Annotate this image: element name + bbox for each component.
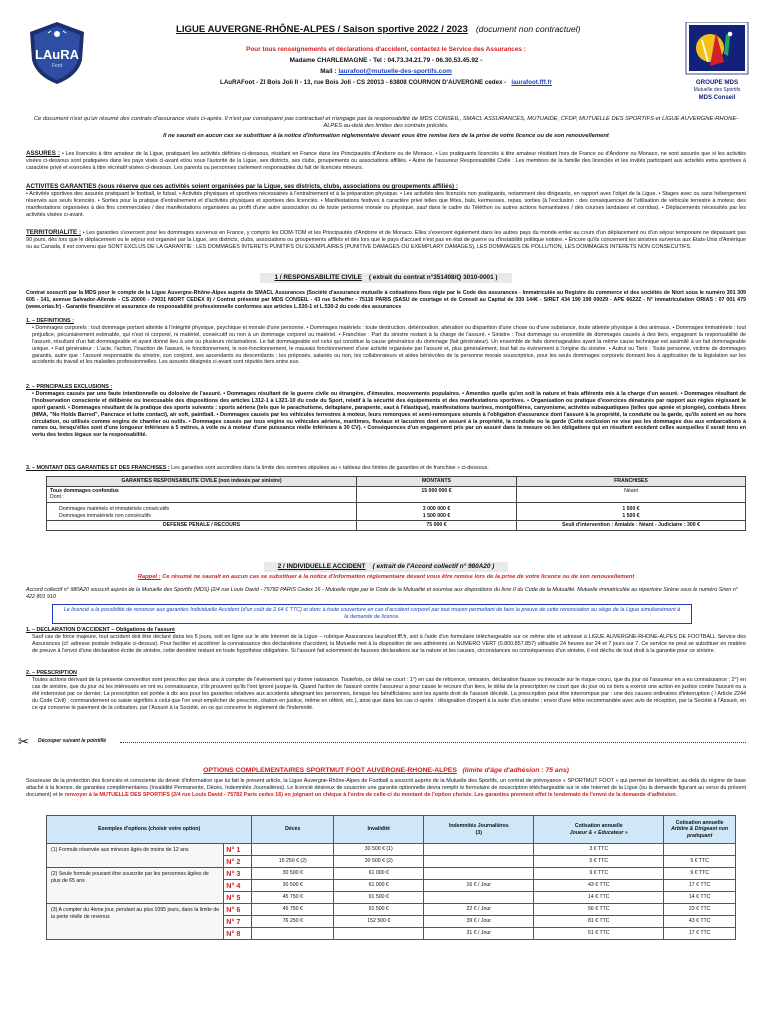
cell-deces: 15 250 € (2) (252, 856, 334, 868)
rappel-text: Ce résumé ne saurait en aucun cas se substituer à la notice d'information réglementaire devant vous être remise lors de la prise de votre licence ou de son renouvellement (162, 574, 635, 580)
website-link[interactable]: laurafoot.fff.fr (511, 78, 552, 86)
cell-joueur: 56 € TTC (534, 904, 664, 916)
territorialite-label: TERRITORIALITE : (26, 229, 82, 236)
logo-right-line2: Mutuelle des Sportifs (693, 87, 741, 93)
row3-montant: 1 500 000 € (422, 512, 451, 519)
contact-mail-link[interactable]: laurafoot@mutuelle-des-sportifs.com (338, 68, 452, 76)
col-examples: Exemples d'options (choisir votre option) (47, 816, 252, 844)
row1-label: Tous dommages confondus (50, 487, 119, 494)
row1-sub: Dont : (50, 494, 64, 501)
intro-p1: Ce document n'est qu'un résumé des contrats d'assurance visés ci-après. Il n'est par conséquent pas contractuel et n'engage pas la responsabilité de MDS CONSEIL, SMACL ASSURANCES, MUTUAIDE, CFDP, MUTUELLE DES SPORTIFS et LIGUE AUVERGNE-RHONE-ALPES au-delà des limites des contrats précités. (33, 116, 739, 130)
ia-prescription (26, 670, 746, 711)
intro-block (26, 116, 746, 140)
montant-text: Les garanties sont accordées dans la limite des sommes stipulées au « tableau des limites de garanties et de franchise » ci-dessous. (171, 465, 489, 471)
cell-deces: 45 750 € (252, 904, 334, 916)
cell-arbitre: 23 € TTC (664, 904, 736, 916)
cell-joueur: 14 € TTC (534, 892, 664, 904)
note-2: (2) Seule formule pouvant être souscrite par les personnes âgées de plus de 65 ans (47, 868, 224, 904)
table-header-franchises: FRANCHISES (517, 477, 746, 487)
col-invalidite: Invalidité (334, 816, 424, 844)
cell-arbitre: 17 € TTC (664, 928, 736, 940)
rappel-label: Rappel : (137, 574, 161, 580)
row4-label: DEFENSE PENALE / RECOURS (47, 521, 357, 531)
cell-ij (424, 856, 534, 868)
col-arbitre: Cotisation annuelle (675, 819, 724, 826)
renonciation-box: Le licencié a la possibilité de renoncer aux garanties Individuelle Accident (d'un coût de 2.64 € TTC) et donc à toute couverture en cas d'accident corporel par tout moyen permettant de faire la preuve de cette renonciation au siège de la Ligue simultanément à la demande de licence. (52, 604, 692, 624)
definitions-label: 1. – DEFINITIONS : (26, 318, 74, 324)
col-arbitre-sub: Arbitre & Dirigeant non pratiquant (671, 826, 729, 839)
option-number: N° 8 (224, 928, 252, 940)
col-ij-sub: (3) (475, 829, 482, 836)
ia-heading (26, 562, 746, 572)
laura-foot-logo (26, 20, 88, 86)
cell-ij: 16 € / Jour (424, 880, 534, 892)
col-joueur-sub: Joueur & « Educateur » (569, 829, 628, 836)
scissors-icon: ✂ (18, 734, 29, 749)
cell-deces: 30 500 € (252, 868, 334, 880)
cell-invalidite: 91 500 € (334, 904, 424, 916)
activites-section (26, 183, 746, 219)
ia-declaration (26, 627, 746, 655)
assures-text: • Les licenciés à titre amateur de la Ligue, pratiquant les activités définies ci-dessous, résidant en France dans les Principautés d'Andorre ou de Monaco. • Les pratiquants licenciés à titre amateur résidant hors de France ou d'Andorre ou Monaco, ne sont assurés que si les activités visées ci-dessous sont pratiquées dans les pays visés ci-avant et/ou sous l'autorité de la Ligue, ses districts, ses clubs, groupements ou associations affiliés. • Autre de l'assureur Responsabilité Civile : Les membres de la famille des licenciés et les invités participant aux activités extra sportives à caractère privé et exercées à titre récréatif visées ci-dessous. Les parents ou personnes civilement responsables du fait de licenciés mineurs. (26, 151, 747, 171)
contact-name: Madame CHARLEMAGNE - Tel : 04.73.34.21.79 - 06.30.53.45.92 - (289, 57, 483, 65)
cell-deces (252, 928, 334, 940)
option-number: N° 5 (224, 892, 252, 904)
table-row (47, 502, 746, 520)
logo-left-text: LAuRA (34, 47, 80, 62)
contact-intro: Pour tous renseignements et déclarations d'accident, contactez le Service des Assurances : (246, 46, 526, 53)
mail-label: Mail : (320, 68, 337, 76)
page-title (176, 24, 580, 36)
cut-label: Découper suivant le pointillé (38, 738, 107, 744)
cell-arbitre: 43 € TTC (664, 916, 736, 928)
options-heading (26, 767, 746, 776)
exclusions-text: • Dommages causés par une faute intentionnelle ou dolosive de l'assuré. • Dommages résultant de la guerre civile ou étrangère, d'émeutes, mouvements populaires. • Amendes quelle qu'en soit la nature et frais afférents mis à la charge d'un assuré. • Dommages résultant de l'inobservation consciente et délibérée ou inexcusable des dispositions des articles L312-1 à L321-10 du code du Sport, relatif à la sécurité des équipements et des manifestations sportives. • Organisation ou pratique d'exercices dénaturés par rapport aux règles régissant le sport garanti. • Dommages résultant de la pratique des sports suivants : sports aériens (tels que le parachutisme, deltaplane, parapente, saut à l'élastique), manifestations taurines, montgolfières, canyonisme, activités subaquatiques (telles que apnée et plongée), combats libres (MMA, "No Holds Barred", Pancrace et lutte contact), air soft, paintball. • Dommages causés par les véhicules terrestres à moteur, leurs remorques et semi-remorques soumis à l'obligation d'assurance dont l'assuré à la propriété, la conduite ou la garde, qu'ils soient en ou hors circulation, ou utilisés comme engins de chantier ou outils. • Dommages causés par tous engins ou véhicules aériens, maritimes, fluviaux et lacustres dont un assuré à la propriété, la conduite ou la garde (Cette exclusion ne vise pas les dommages dus aux embarcations à rames ou, lorsqu'elles sont d'une longueur inférieure à 5 mètres, à voile ou à moteur d'une puissance réelle inférieure à 30 CV). • Conséquences d'un engagement pris par un assuré dans la mesure où les obligations qui en résultent excèdent celles auxquelles il serait tenu en vertu des textes légaux sur la responsabilité. (32, 390, 746, 439)
declaration-label: 1. – DECLARATION D'ACCIDENT – Obligations de l'assuré (26, 627, 175, 633)
row4-franchise: Seuil d'intervention : Amiable : Néant - Judiciaire : 300 € (517, 521, 746, 531)
table-header-garanties: GARANTIES RESPONSABILITE CIVILE (non indexés par sinistre) (47, 477, 357, 487)
montant-label: 3. – MONTANT DES GARANTIES ET DES FRANCHISES : (26, 465, 170, 471)
rc-intro: Contrat souscrit par la MDS pour le compte de la Ligue Auvergne-Rhône-Alpes auprès de SMACL Assurances (Société d'assurance mutuelle à cotisations fixes régie par le Code des assurances - Immatriculée au Registre du commerce et des sociétés de Niort sous le numéro 301 309 605 - 141, avenue Salvador-Allende - CS 20000 - 79031 NIORT CEDEX 9) / Contrat présenté par MDS CONSEIL - 43 rue Scheffer - 75116 PARIS (SASU de courtage et de Conseil au Capital de 330 144€ - SIRET 434 190 199 00029 - APE 6622Z - N° immatriculation ORIAS : 07 001 479 (www.orias.fr) - Garantie financière et assurance de responsabilité professionnelle conformes aux articles L.530-1 et L.530-2 du code des assurances (26, 290, 746, 310)
cell-ij: 22 € / Jour (424, 904, 534, 916)
cell-ij (424, 868, 534, 880)
definitions-text: • Dommages corporels : tout dommage portant atteinte à l'intégrité physique, psychique et morale d'une personne. • Dommages matériels : toute destruction, détérioration, altération ou disparition d'une chose ou d'une substance, toute atteinte physique à des animaux. • Dommages immatériels : tout préjudice, pécuniairement estimable, qui n'est ni corporel, ni matériel, consécutif ou non à un dommage corporel ou matériel. • Franchise : Part du sinistre restant à la charge de l'assuré. • Sinistre : Tout dommage ou ensemble de dommages causés à des tiers, engageant la responsabilité de l'assuré, résultant d'un fait dommageable et ayant donné lieu à une ou plusieurs réclamations. Le fait dommageable est celui qui constitue la cause génératrice du dommage (fait générateur). Un ensemble de faits dommageables ayant la même cause technique est assimilé à un fait dommageable unique. • Fait générateur : L'acte, l'action, l'inaction de l'assuré, le fonctionnement, le non-fonctionnement, le mauvais fonctionnement d'une activité organisée par l'assuré et, plus généralement, tout fait ou événement à l'origine du sinistre. • Autrui ou Tiers : Toute personne, victime de dommages garantis, autre que : l'assuré responsable du sinistre, son conjoint, ses ascendants ou descendants ; les préposés, salariés ou non, les collaborateurs et aides bénévoles de la personne morale souscriptrice, pour les seuls dommages corporels donnant lieu à application de la législation sur les accidents du travail et les maladies professionnelles. Les assurés désignés ci-avant sont réputés tiers entre eux. (32, 324, 746, 366)
ia-intro: Accord collectif n° 980A20 souscrit auprès de la Mutuelle des Sportifs (MDS) (2/4 rue Louis David - 75782 PARIS Cedex 16 - Mutuelle régie par le Code de la Mutualité et soumise aux dispositions du livre II du Code de la Mutualité. Mutuelle immatriculée au répertoire Sirène sous le numéro Siren n° 422 801 910 (26, 587, 738, 600)
cell-invalidite: 61 000 € (334, 868, 424, 880)
rc-heading-note: ( extrait du contrat n°351408/Q 3010-0001 ) (368, 274, 498, 281)
col-ij: Indemnités Journalières (448, 822, 509, 829)
cell-joueur: 81 € TTC (534, 916, 664, 928)
ia-heading-note: ( extrait de l'Accord collectif n° 980A20 ) (372, 563, 495, 570)
assures-section (26, 150, 746, 172)
options-table (46, 815, 736, 940)
logo-right-line3: MDS Conseil (698, 95, 736, 101)
table-row (47, 486, 746, 502)
declaration-text: Sauf cas de force majeure, tout accident doit être déclaré dans les 5 jours, soit en ligne sur le site Internet de la Ligue – rubrique Assurances laurafoot.fff.fr, soit à l'aide d'un formulaire téléchargeable sur ce même site et adressé à LIGUE AUVERGNE-RHONE-ALPES DE FOOTBALL Service des Assurances (cf. adresse postale indiquée ci-dessus). Pour faciliter et accélérer la connaissance des déclarations d'accident, la Mutuelle met à la disposition de ses adhérents un NUMERO VERT (0.800.857.857) utilisable 24 heures sur 24 et 7 jours sur 7. Ce service ne peut se substituer en matière de preuve à l'envoi d'une déclaration écrite de sinistre, cette dernière restant en toute hypothèse obligatoire. Si l'assuré fait sciemment de fausses déclarations sur la nature et les causes, circonstances ou conséquences d'un sinistre, il est déchu de tout droit à la garantie pour ce sinistre. (32, 633, 746, 654)
activites-text: • Activités sportives des assurés pratiquant le football, le futsal. • Activités physiques et sportives nécessaires à l'entraînement et à la préparation physique. • Les activités des licenciés non pratiquants, notamment des dirigeants, en rapport avec l'objet de la Ligue. • Stages avec ou sans hébergement réservés aux seuls licenciés. • Sorties pour la pratique d'entraînement et d'activités physiques et sportives des licenciés. • Manifestations festives à caractère privé telles que fêtes, bals, kermesses, repas, sorties (à l'exclusion : des conséquences de l'utilisation de véhicule terrestre à moteur, des manifestations organisées à des fins commerciales / des manifestations organisées au profit d'une autre association ou de toute personne morale ou physique, sauf dans le cadre du Téléthon ou autres actions humanitaires / des courses landaises et corridas). • Déplacements nécessités par les activités visées ci-avant. (26, 190, 746, 218)
cell-joueur: 3 € TTC (534, 844, 664, 856)
note-3: (3) A compter du 4ème jour, pendant au plus 1095 jours, dans la limite de la perte réelle de revenus (47, 904, 224, 940)
rc-definitions (26, 318, 746, 366)
row4-montant: 75 000 € (357, 521, 517, 531)
rc-montant (26, 465, 746, 472)
row2-franchise: 1 500 € (622, 505, 640, 512)
cell-arbitre: 9 € TTC (664, 868, 736, 880)
options-intro (26, 778, 746, 799)
assures-label: ASSURES : (26, 150, 61, 157)
title-note: (document non contractuel) (475, 24, 581, 34)
contact-block (176, 44, 596, 88)
option-number: N° 7 (224, 916, 252, 928)
cell-invalidite: 30 500 € (1) (334, 844, 424, 856)
cell-deces: 30 500 € (252, 880, 334, 892)
logo-right-line1: GROUPE MDS (695, 79, 739, 86)
row3-franchise: 1 500 € (622, 512, 640, 519)
cell-arbitre: 5 € TTC (664, 856, 736, 868)
cell-arbitre (664, 844, 736, 856)
options-intro-text: Soucieuse de la protection des licenciés et consciente du devoir d'information que lui fait le présent article, la Ligue Auvergne-Rhône-Alpes de Football a souscrit auprès de la Mutuelle des Sportifs, un contrat de prévoyance « SPORTMUT FOOT » qui permet de bénéficier, au-delà du régime de base attaché à la licence, de garanties complémentaires (Invalidité Permanente, Décès, Indemnités Journalières). Le licencié désireux de souscrire une garantie optionnelle devra remplir le formulaire de souscription téléchargeable sur le site Internet de la Ligue (ou la demande figurant au verso du présent document) et le (26, 778, 746, 798)
table-row (47, 904, 736, 916)
cell-arbitre: 17 € TTC (664, 880, 736, 892)
cell-ij (424, 844, 534, 856)
table-row (47, 521, 746, 531)
table-row (47, 844, 736, 856)
address: LAuRAFoot - ZI Bois Joli II - 13, rue Bois Joli - CS 20013 - 63808 COURNON D'AUVERGNE cedex - (220, 78, 507, 86)
options-title: OPTIONS COMPLEMENTAIRES SPORTMUT FOOT AUVERGNE-RHONE-ALPES (203, 767, 457, 774)
cell-ij: 39 € / Jour (424, 916, 534, 928)
option-number: N° 3 (224, 868, 252, 880)
cell-deces: 45 750 € (252, 892, 334, 904)
cell-joueur: 43 € TTC (534, 880, 664, 892)
cell-deces: 76 250 € (252, 916, 334, 928)
rc-guarantee-table (46, 476, 746, 531)
row1-franchise: Néant (517, 486, 746, 502)
activites-label: ACTIVITES GARANTIES (sous réserve que ces activités soient organisées par la Ligue, ses districts, clubs, associations ou groupements affiliés) : (26, 183, 458, 190)
cell-invalidite: 152 500 € (334, 916, 424, 928)
cell-ij (424, 892, 534, 904)
row1-montant: 15 000 000 € (357, 486, 517, 502)
row2-label: Dommages matériels et immatériels consécutifs (59, 505, 170, 512)
options-intro-red: renvoyer à la MUTUELLE DES SPORTIFS (2/4 rue Louis David - 75782 Paris cedex 16) en joignant un chèque à l'ordre de celle-ci du montant de l'option choisie. Les garanties prennent effet le lendemain de l'envoi de la demande d'adhésion. (64, 791, 677, 798)
cell-joueur: 51 € TTC (534, 928, 664, 940)
territorialite-section (26, 229, 746, 251)
cell-deces (252, 844, 334, 856)
rc-exclusions (26, 384, 746, 439)
col-deces: Décès (252, 816, 334, 844)
options-age-limit: (limite d'âge d'adhésion : 75 ans) (462, 767, 569, 774)
option-number: N° 6 (224, 904, 252, 916)
table-row (47, 868, 736, 880)
ia-rappel (26, 574, 746, 581)
cell-joueur: 5 € TTC (534, 856, 664, 868)
cut-line (18, 734, 746, 750)
row2-montant: 3 000 000 € (422, 505, 451, 512)
prescription-label: 2. – PRESCRIPTION (26, 670, 77, 676)
cell-ij: 31 € / Jour (424, 928, 534, 940)
title-text: LIGUE AUVERGNE-RHÔNE-ALPES / Saison sportive 2022 / 2023 (176, 24, 468, 35)
option-number: N° 1 (224, 844, 252, 856)
cell-joueur: 9 € TTC (534, 868, 664, 880)
logo-left-sub: Foot (51, 63, 63, 69)
mds-logo (680, 22, 758, 108)
note-1: (1) Formule réservée aux mineurs âgés de moins de 12 ans (47, 844, 224, 868)
cell-invalidite (334, 928, 424, 940)
rc-heading-title: 1 / RESPONSABILITE CIVILE (274, 274, 362, 281)
table-header-montants: MONTANTS (357, 477, 517, 487)
prescription-text: Toutes actions dérivant de la présente convention sont prescrites par deux ans à compter de l'événement qui y donne naissance. Toutefois, ce délai ne court : 1°) en cas de réticence, omission, déclaration fausse ou inexacte sur le risque couru, que du jour où l'assureur en a eu connaissance ; 2°) en cas de sinistre, que du jour où les intéressés en ont eu connaissance, s'ils prouvent qu'ils l'ont ignoré jusque-là. Quand l'action de l'assuré contre l'assureur a pour cause le recours d'un tiers, le délai de la prescription ne court que du jour où ce tiers a exercé une action en justice contre l'assuré ou a été indemnisé par ce dernier. La prescription est portée à dix ans pour les garanties relatives aux accidents atteignant les personnes, lorsque les bénéficiaires sont les ayants droit de l'assuré décédé. La prescription peut être interrompue par : une des causes ordinaires d'interruption ( / Article 2244 du Code Civil) : commandement ou saisie signifiés à celui que l'on veut empêcher de prescrire, citation en justice, même en référé, etc.), ainsi que dans les cas ci-après : désignation d'expert à la suite d'un sinistre ; envoi d'une lettre recommandée avec avis de réception, par la Société à l'Assuré, en ce qui concerne le paiement de la cotisation, par l'Assuré à la Société, en ce qui concerne le règlement de l'indemnité. (32, 676, 746, 711)
rc-heading (26, 273, 746, 283)
territorialite-text: • Les garanties s'exercent pour les dommages survenus en France, y compris les DOM-TOM et les Principautés d'Andorre et de Monaco. Elles s'exercent également dans les autres pays du monde entier au cours d'un déplacement ou d'un séjour temporaire ne dépassant pas 90 jours, dès lors que le déplacement ou le séjour est organisé par la Ligue, ses districts, clubs, associations ou groupements affiliés et dès lors que le pays d'accueil n'est pas en état de guerre ou d'instabilité politique notoire. • Encore qu'ils concernent les sinistres survenus aux Etats-Unis d'Amérique ou au Canada, il est convenu que SONT EXCLUS DE LA GARANTIE : LES DOMMAGES INTERETS PUNITIFS OU EXEMPLAIRES (PUNITIVE DAMAGES OU EXEMPLARY DAMAGES), LES DOMMAGES DE POLLUTION, LES DOMMAGES INTERETS NON CONSECUTIFS. (26, 230, 747, 250)
exclusions-label: 2. – PRINCIPALES EXCLUSIONS : (26, 384, 113, 390)
ia-heading-title: 2 / INDIVIDUELLE ACCIDENT (277, 563, 366, 570)
row3-label: Dommages immatériels non consécutifs (59, 512, 151, 519)
intro-p2: Il ne saurait en aucun cas se substituer à la notice d'information réglementaire devant vous être remise lors de la prise de votre licence ou de son renouvellement (163, 132, 609, 139)
cell-arbitre: 14 € TTC (664, 892, 736, 904)
cell-invalidite: 91 500 € (334, 892, 424, 904)
option-number: N° 4 (224, 880, 252, 892)
cell-invalidite: 61 000 € (334, 880, 424, 892)
col-joueur: Cotisation annuelle (574, 822, 623, 829)
cell-invalidite: 30 500 € (2) (334, 856, 424, 868)
option-number: N° 2 (224, 856, 252, 868)
